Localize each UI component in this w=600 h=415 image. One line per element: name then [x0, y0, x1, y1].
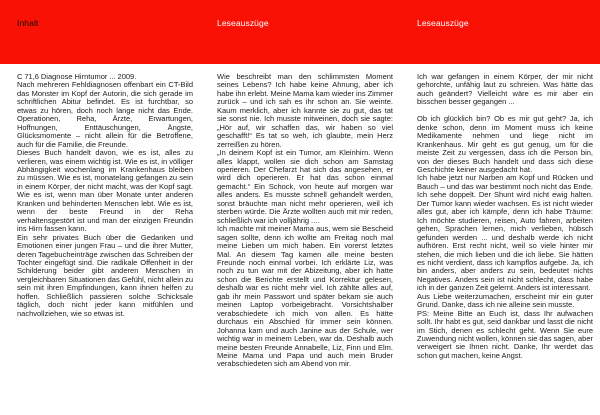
- header-red-bar: [0, 0, 600, 64]
- excerpt1-paragraph-worst-moment: Wie beschreibt man den schlimmsten Moment seines Lebens? Ich habe keine Ahnung, aber ich habe ihn erlebt. Meine Mama kam wieder ins Zimmer zurück – und ich sah es ihr schon an. Sie weinte. Kaum merklich, aber ich kannte sie zu gut, das tat sie sonst nie. Ich musste mitweinen, doch sie sagte: „Hör auf, wir schaffen das, wir haben so viel geschafft!“ Es tat so weh, ich glaubte, mein Herz zerreißen zu hören.: [217, 72, 393, 149]
- inhalt-paragraph-diagnosis-line: C 71,6 Diagnose Hirntumor ... 2009.: [17, 72, 137, 81]
- excerpt2-paragraph-ps: PS: Meine Bitte an Euch ist, dass Ihr aufwachen sollt. Ihr habt es gut, seid dankbar und lasst die nicht im Stich, denen es schlecht geht. Wenn Sie eure Zuwendung nicht wollen, können sie das sagen, aber verweigert sie Ihnen nicht. Danke, Ihr werdet das schon gut machen, keine Angst.: [417, 308, 593, 360]
- header-label-leseauszuege-1: Leseauszüge: [217, 18, 269, 28]
- header-label-leseauszuege-2: Leseauszüge: [417, 18, 469, 28]
- inhalt-paragraph-theme: Dieses Buch handelt davon, wie es ist, alles zu verlieren, was einem wichtig ist. Wie es ist, in völliger Abhängigkeit wochenlang im Krankenhaus bleiben zu müssen. Wie es ist, monatelang gefangen zu sein in einem Körper, der nicht macht, was der Kopf sagt. Wie es ist, wenn man über Monate unter anderen Kranken und behinderten Menschen lebt. Wie es ist, wenn der beste Freund in der Reha verhaltensgestört ist und man der einzigen Freundin ins Hirn fassen kann.: [17, 148, 193, 234]
- excerpt2-paragraph-trapped: Ich war gefangen in einem Körper, der mir nicht gehorchte, unfähig laut zu schreien. Was hätte das auch geändert? Vielleicht wäre es mir aber ein bisschen besser gegangen ...: [417, 72, 593, 107]
- excerpt2-paragraph-love-reason: Aus Liebe weiterzumachen, erscheint mir ein guter Grund. Danke, dass ich nie alleine sein musste.: [417, 291, 593, 310]
- column-inhalt: [17, 73, 193, 369]
- excerpt2-paragraph-scars-dreams: Ich habe jetzt nur Narben am Kopf und Rücken und Bauch – und das war bestimmt noch nicht das Ende. Ich sehe doppelt. Der Shunt wird nicht ewig halten. Der Tumor kann wieder wachsen. Es ist nicht wieder alles gut, aber ich kämpfe, denn ich habe Träume: Ich möchte studieren, reisen, Auto fahren, arbeiten gehen, Sprachen lernen, mich verlieben, hübsch gefunden werden ... und deshalb werde ich nicht aufhören. Erst recht nicht, weil so viele hinter mir stehen, die mich lieben und die ich liebe. Sie hätten es nicht verdient, dass ich kampflos aufgebe. Ja, ich bin anders, aber anders zu sein, bedeutet nichts Negatives. Anders sein ist nicht schlecht, dass habe ich in der ganzen Zeit gelernt. Anders ist interessant.: [417, 173, 593, 293]
- column-leseauszug-2: [417, 73, 593, 369]
- excerpt2-paragraph-happy: Ob ich glücklich bin? Ob es mir gut geht? Ja, ich denke schon, denn im Moment muss ich keine Medikamente nehmen und liege nicht im Krankenhaus. Mir geht es gut genug, um für die meiste Zeit zu vergessen, dass ich die Person bin, von der dieses Buch handelt und dass sich diese Geschichte keiner ausgedacht hat.: [417, 114, 593, 174]
- header-label-inhalt: Inhalt: [17, 18, 39, 28]
- excerpt1-paragraph-farewell: Ich machte mit meiner Mama aus, wem sie Bescheid sagen sollte, denn ich wollte am Freitag noch mal meine Lieben um mich haben. Ein vorerst letztes Mal. An diesem Tag kamen alle meine besten Freunde noch einmal vorbei. Ich erklärte Liz, was noch zu tun war mit der Abizeitung, aber ich hatte schon die Berichte erstellt und Korrektur gelesen, deshalb war es nicht mehr viel. Ich zählte alles auf, gab ihr mein Passwort und später bekam sie auch meinen Laptop vorbeigebracht. Vorsichtshalber verabschiedete ich mich von allen. Es hätte durchaus ein Abschied für immer sein können. Johanna kam und auch Janine aus der Schule, wer wichtig war in meinem Leben, war da. Deshalb auch meine besten Freunde Annabelle, Liz, Finn und Elm. Meine Mama und Papa und auch mein Bruder verabschiedeten sich am Abend von mir.: [217, 224, 393, 369]
- column-leseauszug-1: [217, 73, 393, 369]
- inhalt-paragraph-about-book: Ein sehr privates Buch über die Gedanken und Emotionen einer jungen Frau – und die ihrer Mutter, deren Tagebucheinträge zwischen das Schreiben der Tochter eingefügt sind. Die radikale Offenheit in der Schilderung beider gibt anderen Menschen in vergleichbaren Situationen das Gefühl, nicht allein zu sein mit ihren Empfindungen, kann ihnen helfen zu hoffen. Schließlich passieren solche Schicksale täglich, doch nicht jeder kann mitfühlen und nachvollziehen, wie so etwas ist.: [17, 232, 193, 318]
- page-content: [17, 73, 593, 369]
- excerpt1-paragraph-tumor-news: „In deinem Kopf ist ein Tumor, am Kleinhirn. Wenn alles klappt, wollen sie dich schon am Samstag operieren. Der Chefarzt hat sich das angesehen, er wird dich operieren. Er hat das schon einmal gemacht.“ Ein Schock, von heute auf morgen war alles anders. Es musste schnell gehandelt werden, sonst bräuchte man nicht mehr operieren, weil ich sterben würde. Die Ärzte wollten auch mit mir reden, schließlich war ich volljährig ....: [217, 148, 393, 225]
- inhalt-paragraph-synopsis: Nach mehreren Fehldiagnosen offenbart ein CT-Bild das Monster im Kopf der Autorin, die sich gerade im schriftlichen Abitur befindet. Es ist furchtbar, so etwas zu hören, doch noch lange nicht das Ende. Operationen, Reha, Ärzte, Erwartungen, Hoffnungen, Enttäuschungen, Ängste, Glücksmomente – nicht allein für die Betroffene, auch für die Familie, die Freunde.: [17, 80, 193, 149]
